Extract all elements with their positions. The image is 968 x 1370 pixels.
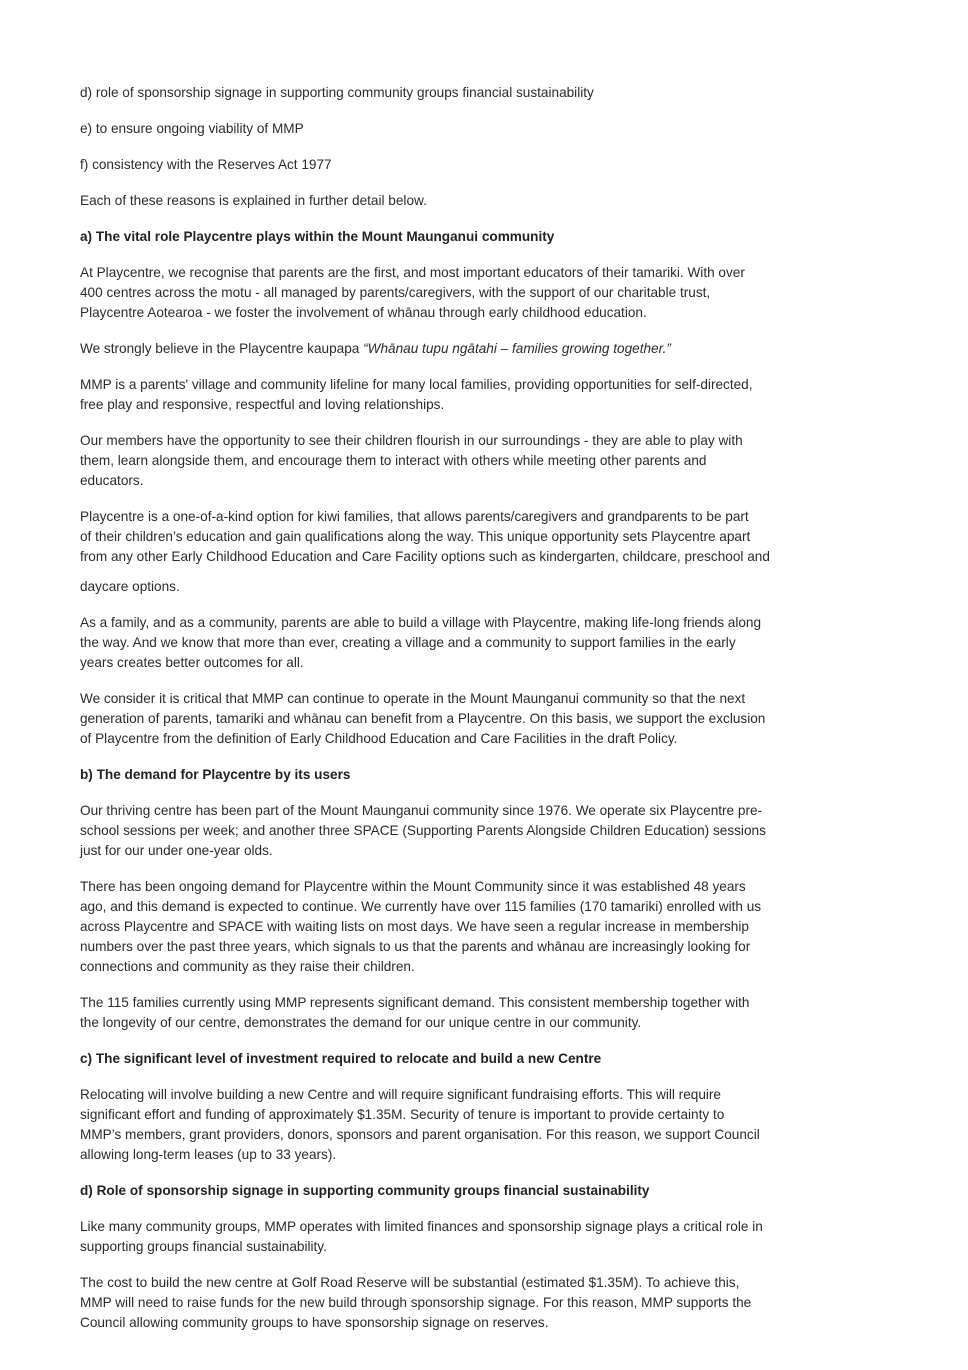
section-d-paragraph-2: The cost to build the new centre at Golf Road Reserve will be substantial (estimated $1.35M). To achieve this, MMP will need to raise funds for the new build through sponsorship signage. For this reason, MMP supports the Council allowing community groups to have sponsorship signage on reserves. — [80, 1275, 752, 1330]
kaupapa-lead: We strongly believe in the Playcentre kaupapa — [80, 341, 364, 356]
section-c-heading: c) The significant level of investment required to relocate and build a new Centre — [80, 1051, 602, 1066]
section-a-paragraph-1: At Playcentre, we recognise that parents are the first, and most important educators of their tamariki. With over 400 centres across the motu - all managed by parents/caregivers, with the support of our charitable trust, Playcentre Aotearoa - we foster the involvement of whānau through early childhood education. — [80, 265, 745, 320]
list-item-e: e) to ensure ongoing viability of MMP — [80, 121, 304, 136]
section-a-paragraph-4: Our members have the opportunity to see their children flourish in our surroundings - they are able to play with them, learn alongside them, and encourage them to interact with others while meeting other parents and educators. — [80, 433, 743, 488]
section-d-paragraph-1: Like many community groups, MMP operates with limited finances and sponsorship signage plays a critical role in supporting groups financial sustainability. — [80, 1219, 763, 1254]
kaupapa-quote: “Whānau tupu ngātahi – families growing together.” — [363, 341, 671, 356]
section-a-paragraph-3: MMP is a parents' village and community lifeline for many local families, providing opportunities for self-directed, free play and responsive, respectful and loving relationships. — [80, 377, 753, 412]
section-d-heading: d) Role of sponsorship signage in supporting community groups financial sustainability — [80, 1183, 650, 1198]
intro-paragraph: Each of these reasons is explained in further detail below. — [80, 193, 427, 208]
section-a-paragraph-2 — [80, 339, 850, 359]
section-b-paragraph-2: There has been ongoing demand for Playcentre within the Mount Community since it was established 48 years ago, and this demand is expected to continue. We currently have over 115 families (170 tamariki) enrolled with us across Playcentre and SPACE with waiting lists on most days. We have seen a regular increase in membership numbers over the past three years, which signals to us that the parents and whānau are increasingly looking for connections and community as they raise their children. — [80, 879, 762, 974]
section-a-heading: a) The vital role Playcentre plays within the Mount Maunganui community — [80, 229, 555, 244]
list-item-f: f) consistency with the Reserves Act 1977 — [80, 157, 332, 172]
document-page — [80, 83, 850, 1349]
section-b-paragraph-1: Our thriving centre has been part of the Mount Maunganui community since 1976. We operate six Playcentre pre- school sessions per week; and another three SPACE (Supporting Parents Alongside Children Education) sessions just for our under one-year olds. — [80, 803, 766, 858]
section-a-paragraph-7: We consider it is critical that MMP can continue to operate in the Mount Maunganui community so that the next generation of parents, tamariki and whānau can benefit from a Playcentre. On this basis, we support the exclusion of Playcentre from the definition of Early Childhood Education and Care Facilities in the draft Policy. — [80, 691, 766, 746]
section-c-paragraph-1: Relocating will involve building a new Centre and will require significant fundraising efforts. This will require significant effort and funding of approximately $1.35M. Security of tenure is important to provide certainty to MMP’s members, grant providers, donors, sponsors and parent organisation. For this reason, we support Council allowing long-term leases (up to 33 years). — [80, 1087, 760, 1162]
section-b-paragraph-3: The 115 families currently using MMP represents significant demand. This consistent membership together with the longevity of our centre, demonstrates the demand for our unique centre in our community. — [80, 995, 750, 1030]
section-b-heading: b) The demand for Playcentre by its users — [80, 767, 351, 782]
list-item-d: d) role of sponsorship signage in supporting community groups financial sustainability — [80, 85, 594, 100]
section-a-paragraph-5: Playcentre is a one-of-a-kind option for kiwi families, that allows parents/caregivers and grandparents to be part of their children’s education and gain qualifications along the way. This unique opportunity sets Playcentre apart from any other Early Childhood Education and Care Facility options such as kindergarten, childcare, preschool and daycare options. — [80, 509, 770, 594]
section-a-paragraph-6: As a family, and as a community, parents are able to build a village with Playcentre, making life-long friends along the way. And we know that more than ever, creating a village and a community to support families in the early years creates better outcomes for all. — [80, 615, 762, 670]
